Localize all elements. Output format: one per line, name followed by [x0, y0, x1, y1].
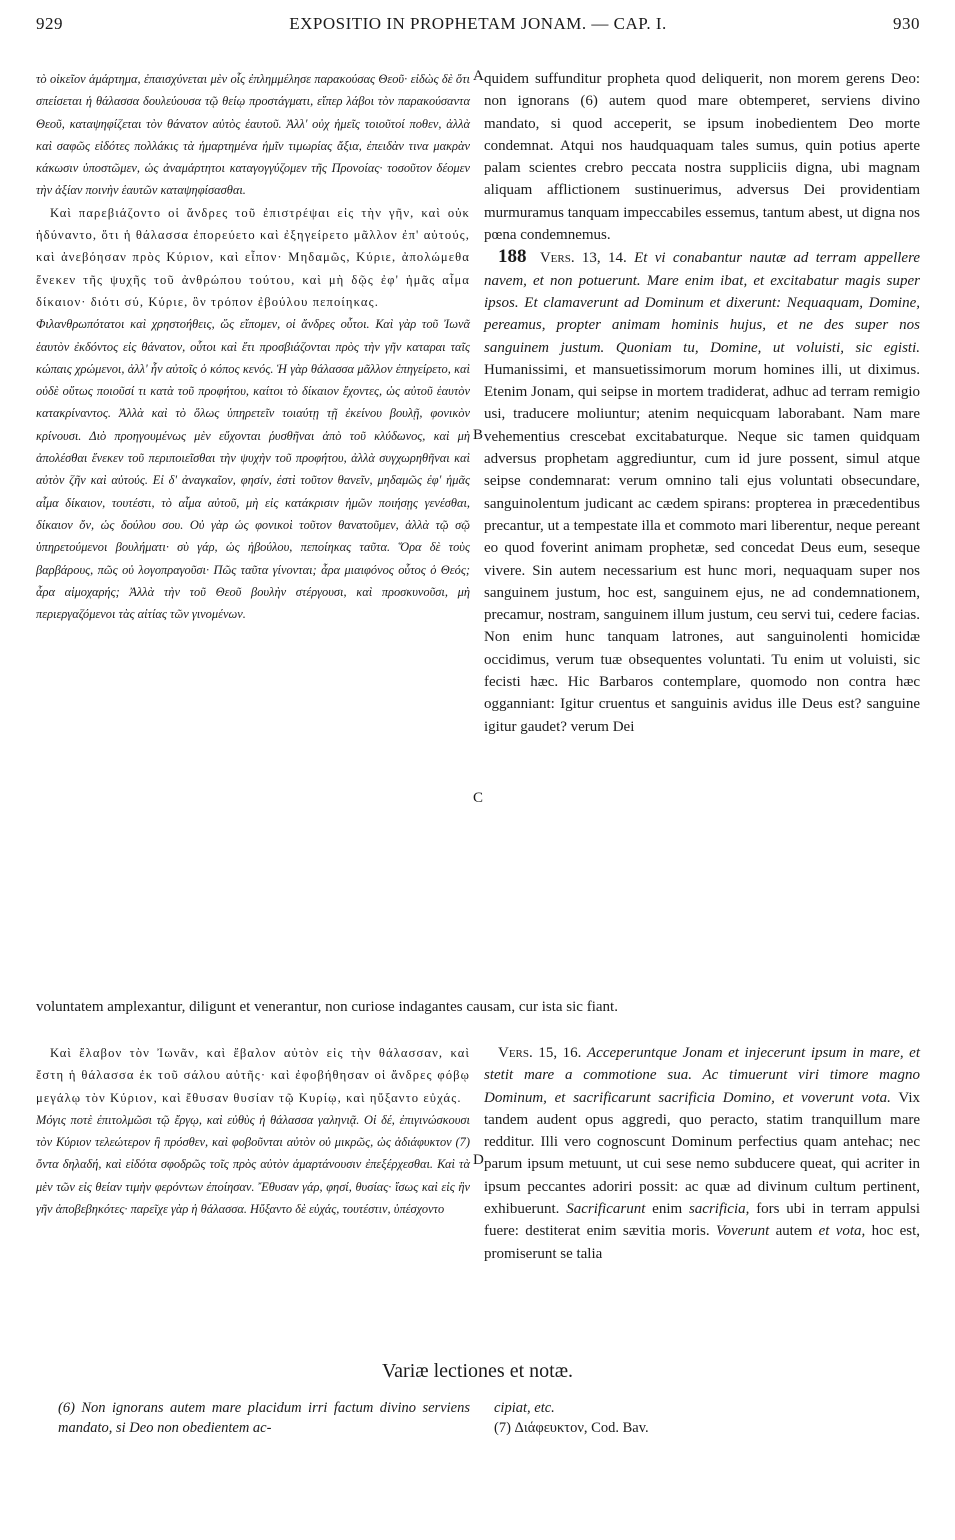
page-number-right: 930: [893, 14, 920, 33]
footnote-6-continuation: cipiat, etc.: [494, 1400, 555, 1416]
greek-lemma-2: Καὶ ἔλαβον τὸν Ἰωνᾶν, καὶ ἔβαλον αὐτὸν εἰς τὴν θάλασσαν, καὶ ἔστη ἡ θάλασσα ἐκ τοῦ σάλου αὐτῆς· καὶ ἐφοβήθησαν οἱ ἄνδρες φόβῳ μεγάλῳ τὸν Κύριον, καὶ ἔθυσαν θυσίαν τῷ Κυρίῳ, καὶ ηὔξαντο εὐχάς.: [36, 1046, 470, 1105]
latin-commentary-2b-3: autem: [775, 1223, 813, 1240]
latin-fullwidth-line: voluntatem amplexantur, diligunt et venerantur, non curiose indagantes causam, cur ista sic fiant.: [36, 999, 618, 1015]
latin-commentary-2b-italic-3: Voverunt: [715, 1223, 770, 1240]
latin-commentary-2b-italic-4: et vota,: [818, 1223, 866, 1240]
verse-reference-2: Vers. 15, 16.: [498, 1045, 582, 1061]
latin-commentary-2b-4: hoc est, promiserunt se talia: [484, 1223, 921, 1262]
margin-marker-b: B: [473, 427, 484, 443]
latin-commentary-2b-1: enim: [652, 1201, 683, 1218]
running-head: [36, 10, 920, 38]
latin-commentary-2b-2: fors ubi in terram appulsi fuere: destiterat enim sævitia moris.: [484, 1201, 921, 1240]
latin-section-1: [484, 246, 920, 738]
greek-column-bottom: [36, 1042, 470, 1220]
latin-lemma-1: Et vi conabantur nautæ ad terram appellere navem, et non potuerunt. Mare enim ibat, et excitabatur magis super ipsos. Et clamaverunt ad Dominum et dixerunt: Nequaquam, Domine, pereamus, propter animam hominis hujus, et ne des super nos sanguinem justum. Quoniam tu, Domine, ut voluisti, sic egisti.: [484, 250, 921, 356]
latin-commentary-1: Humanissimi, et mansuetissimorum morum homines illi, ut diximus. Etenim Jonam, qui seipse in mortem tradiderat, adhuc ad terram remigio usi, traducere moliuntur; atenim nequicquam laborabant. Nam mare vehementius crescebat excitabaturque. Neque sic tamen quidquam adversus prophetam aggrediuntur, cum id jure possent, simul atque seipse condemnarat: verum omnino tali ejus voluntati obsecundare, sanguinolentum judicant ac cædem spirans: propterea in præcedentibus precantur, ut a tempestate illa et commoto mari liberentur, neque pereant eo quod foverint animam prophetæ, sed concedat Deus eum, seseque vivere. Sin autem necessarium est hunc mori, nequaquam super nos sanguinem justum, hoc est, sanguinem ejus, ne ad condemnationem, precamur, nostram, sanguinem illum justum, ceu servi tui, cedere facias. Non enim hunc tanquam latrones, aut sanguinolenti homicidæ occidimus, verum tuæ obsequentes voluntati. Tu enim ut voluisti, sic fecisti hæc. Hic Barbaros contemplare, quomodo non contra hæc ogganniant: Igitur cruentus et sanguinis avidus ille Deus est? sanguine igitur gaudet? verum Dei: [484, 361, 920, 735]
greek-commentary-2: Μόγις ποτὲ ἐπιτολμῶσι τῷ ἔργῳ, καὶ εὐθὺς ἡ θάλασσα γαληνιᾷ. Οἱ δέ, ἐπιγινώσκουσι τὸν Κύριον τελεώτερον ἢ πρόσθεν, καὶ φοβοῦνται αὐτὸν οὐ μικρῶς, ὡς ἀδιάφυκτον (7) ὄντα δηλαδή, καὶ εἰδότα σφοδρῶς τοῖς πρὸς αὐτὸν ἁμαρτάνουσιν ἐπεξέρχεσθαι. Καὶ τὰ μὲν τῶν εἰς θείαν τιμὴν φερόντων ἐποίησαν. Ἔθυσαν γάρ, φησί, θυσίας· ἴσως καὶ εἰς ἣν γῆν ἀποβεβηκότες· παρεῖχε γὰρ ἡ θάλασσα. Ηὔξαντο δὲ εὐχάς, τουτέστιν, ὑπέσχοντο: [36, 1112, 470, 1217]
margin-marker-d: D: [473, 1152, 484, 1168]
greek-lemma-1: Καὶ παρεβιάζοντο οἱ ἄνδρες τοῦ ἐπιστρέψαι εἰς τὴν γῆν, καὶ οὐκ ἠδύναντο, ὅτι ἡ θάλασσα ἐπορεύετο καὶ ἐξηγείρετο μᾶλλον ἐπ' αὐτούς, καὶ ἀνεβόησαν πρὸς Κύριον, καὶ εἶπον· Μηδαμῶς, Κύριε, ἀπολώμεθα ἕνεκεν τῆς ψυχῆς τοῦ ἀνθρώπου τούτου, καὶ μὴ δῷς ἐφ' ἡμᾶς αἷμα δίκαιον· διότι σύ, Κύριε, ὃν τρόπον ἐβούλου πεποίηκας.: [36, 205, 470, 309]
footnote-7: (7) Διάφευκτον, Cod. Bav.: [494, 1420, 649, 1436]
latin-commentary-2b-italic-2: sacrificia,: [688, 1201, 750, 1218]
notes-title: Variæ lectiones et notæ.: [381, 1360, 574, 1382]
margin-marker-c: C: [473, 790, 484, 806]
greek-column-top: [36, 68, 470, 625]
latin-commentary-2a: Vix tandem audent opus aggredi, quo peracto, statim tranquillum mare redditur. Illi vero cognoscunt Dominum perfectius quam antehac; nec parum ipsum metuunt, ut cui sese nemo subducere queat, qui acriter in ipsum peccantes adoriri possit: ac quæ ad divinum cultum pertinent, exhibuerunt.: [484, 1089, 921, 1218]
column-number-188: 188: [498, 246, 527, 268]
footnote-column-right: [494, 1398, 914, 1438]
latin-lemma-2: Acceperuntque Jonam et injecerunt ipsum in mare, et stetit mare a commotione sua. Ac timuerunt viri timore magno Dominum, et sacrificarunt sacrificia Domino, et voverunt vota.: [484, 1045, 921, 1106]
greek-commentary-1: Φιλανθρωπότατοι καὶ χρηστοήθεις, ὥς εἴπομεν, οἱ ἄνδρες οὗτοι. Καὶ γὰρ τοῦ Ἰωνᾶ ἑαυτὸν ἐκδόντος εἰς θάνατον, οὗτοι καὶ ἔτι προσβιάζονται πρὸς τὴν γῆν καταραι ταῖς κώπαις χρώμενοι, ἀλλ' ἦν αὐτοῖς ὁ κόπος κενός. Ἡ γὰρ θάλασσα μᾶλλον ἐπηγείρετο, καὶ οὐδὲ οὕτως ποιοῦσί τι κατὰ τοῦ προφήτου, καίτοι τὸ δίκαιον ἔχοντες, ὡς αὐτοῦ ἑαυτὸν κατακρίναντος. Ἀλλὰ καὶ τὸ ὅλως ὑπηρετεῖν τοιαύτῃ τῇ ἐκείνου βουλῇ, φονικὸν κρίνουσι. Διὸ προηγουμένως μὲν εὔχονται ῥυσθῆναι ἀπὸ τοῦ κλύδωνος, καὶ μὴ ἀπολέσθαι ἕνεκεν τοῦ περιποιεῖσθαι τὴν ψυχὴν τοῦ προφήτου, ἀλλὰ συγχωρηθῆναι καὶ αὐτὸν ζῆν καὶ αὐτούς. Εἰ δ' ἀναγκαῖον, φησίν, ἐστὶ τοῦτον θανεῖν, μηδαμῶς ἐφ' ἡμᾶς αἷμα δίκαιον, τουτέστι, τὸ αἷμα αὐτοῦ, μὴ εἰς κατάκρισιν ἡμῶν ποιήσῃς γενέσθαι, δίκαιον ὄν, ὡς δούλου σου. Οὐ γὰρ ὡς φονικοὶ τοῦτον θανατοῦμεν, ἀλλὰ τῷ σῷ ὑπηρετούμενοι βουλήματι· σὺ γάρ, ὡς ἠβούλου, πεποίηκας ταῦτα. Ὅρα δὲ τοὺς βαρβάρους, πῶς οὐ λογοπραγοῦσι· Πῶς ταῦτα γίνονται; ἆρα μιαιφόνος οὗτος ὁ Θεός; ἆρα αἱμοχαρής; Ἀλλὰ τὴν τοῦ Θεοῦ βουλὴν στέργουσι, καὶ προσκυνοῦσι, μὴ περιεργαζόμενοι τὰς αἰτίας τῶν γινομένων.: [36, 317, 470, 622]
latin-paragraph-intro: quidem suffunditur propheta quod deliquerit, non morem gerens Deo: non ignorans (6) autem quod mare obtemperet, serviens divino mandato, si quod acceperit, se ipsum inobedientem Deo morte condemnat. Atqui nos haudquaquam tales sumus, quin potius aperte palam scientes crebro peccata nostra suppliciis digna, ubi magnam aliquam afflictionem sustinuerimus, adversus Dei providentiam murmuramus tanquam impeccabiles essemus, tantum abest, ut digna nos pœna condemnemus.: [484, 71, 920, 244]
footnote-6: (6) Non ignorans autem mare placidum irri factum divino serviens mandato, si Deo non obedientem ac-: [58, 1400, 470, 1436]
latin-column-bottom: [484, 1042, 920, 1265]
latin-section-2: [484, 1042, 920, 1265]
verse-reference-1: Vers. 13, 14.: [539, 250, 627, 267]
page-number-left: 929: [36, 14, 63, 33]
greek-paragraph-intro: τὸ οἰκεῖον ἁμάρτημα, ἐπαισχύνεται μὲν οἷς ἐπλημμέλησε παρακούσας Θεοῦ· εἰδὼς δὲ ὅτι σπείσεται ἡ θάλασσα δουλεύουσα τῷ θείῳ προστάγματι, εἴπερ λάβοι τὸν παρακούσαντα Θεοῦ, καταψηφίζεται τὸν θάνατον αὐτὸς ἑαυτοῦ. Ἀλλ' οὐχ ἡμεῖς τοιοῦτοί ποθεν, ἀλλὰ καὶ σαφῶς εἰδότες πολλάκις τὰ ἡμαρτημένα ἡμῖν τιμωρίας ἄξια, ἐπειδὰν τινα μακρὰν κάκωσιν ὑποστῶμεν, ὡς ἀναμάρτητοι καταγογγύζομεν τῆς Προνοίας· τοσοῦτον δέομεν τὴν ἀξίαν ποινὴν ἑαυτῶν καταψηφίσασθαι.: [36, 72, 470, 198]
margin-marker-a: A: [473, 68, 484, 84]
latin-column-top: [484, 68, 920, 738]
latin-commentary-2b-italic-1: Sacrificarunt: [566, 1201, 646, 1218]
running-title: EXPOSITIO IN PROPHETAM JONAM. — CAP. I.: [289, 14, 667, 33]
